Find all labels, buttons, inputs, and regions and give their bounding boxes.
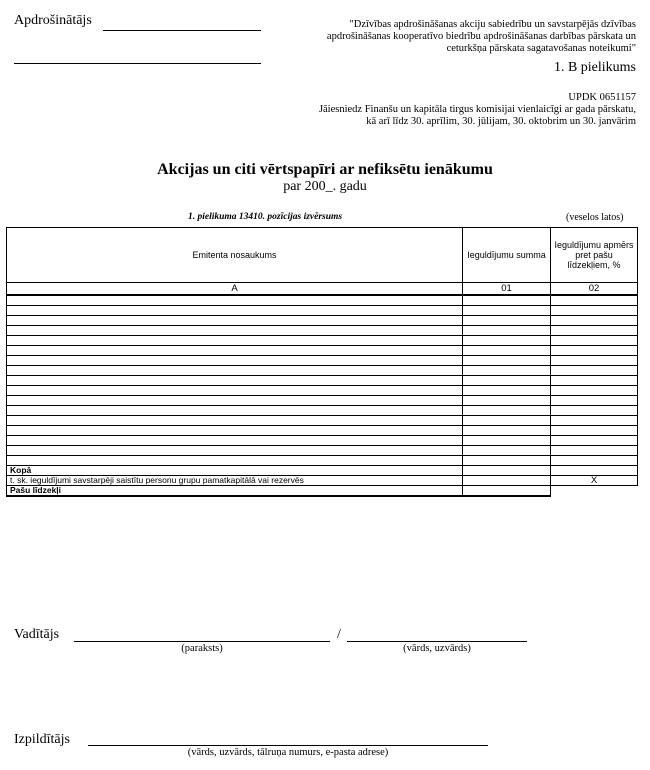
issuer-name-cell[interactable] xyxy=(7,295,463,306)
header-investment-sum: Ieguldījumu summa xyxy=(463,228,551,283)
table-row xyxy=(7,356,638,366)
header-issuer-name: Emitenta nosaukums xyxy=(7,228,463,283)
issuer-name-cell[interactable] xyxy=(7,456,463,466)
issuer-name-cell[interactable] xyxy=(7,326,463,336)
investment-ratio-cell[interactable] xyxy=(551,356,638,366)
issuer-name-cell[interactable] xyxy=(7,366,463,376)
issuer-name-cell[interactable] xyxy=(7,386,463,396)
total-ratio-cell[interactable] xyxy=(551,466,638,476)
issuer-name-cell[interactable] xyxy=(7,406,463,416)
executor-caption: (vārds, uzvārds, tālruņa numurs, e-pasta adrese) xyxy=(187,747,389,758)
manager-signature-line[interactable] xyxy=(74,641,330,642)
own-funds-blank xyxy=(551,486,638,497)
investment-ratio-cell[interactable] xyxy=(551,336,638,346)
table-row xyxy=(7,386,638,396)
related-mark: X xyxy=(551,476,638,486)
investment-sum-cell[interactable] xyxy=(463,386,551,396)
investment-sum-cell[interactable] xyxy=(463,295,551,306)
issuer-name-cell[interactable] xyxy=(7,306,463,316)
code-01: 01 xyxy=(463,283,551,296)
table-row xyxy=(7,366,638,376)
total-sum-cell[interactable] xyxy=(463,466,551,476)
investment-ratio-cell[interactable] xyxy=(551,346,638,356)
investment-sum-cell[interactable] xyxy=(463,306,551,316)
own-funds-row xyxy=(7,486,638,497)
issuer-name-cell[interactable] xyxy=(7,436,463,446)
total-label: Kopā xyxy=(7,466,463,476)
manager-label: Vadītājs xyxy=(14,627,60,642)
related-label: t. sk. ieguldījumi savstarpēji saistītu personu grupu pamatkapitālā vai rezervēs xyxy=(7,476,463,486)
investment-sum-cell[interactable] xyxy=(463,446,551,456)
investment-sum-cell[interactable] xyxy=(463,436,551,446)
investment-ratio-cell[interactable] xyxy=(551,396,638,406)
investment-ratio-cell[interactable] xyxy=(551,446,638,456)
issuer-name-cell[interactable] xyxy=(7,426,463,436)
investment-sum-cell[interactable] xyxy=(463,326,551,336)
table-subtitle: 1. pielikuma 13410. pozīcijas izvērsums xyxy=(188,212,343,222)
investment-sum-cell[interactable] xyxy=(463,366,551,376)
issuer-name-cell[interactable] xyxy=(7,416,463,426)
page-title: Akcijas un citi vērtspapīri ar nefiksētu ienākumu xyxy=(157,161,493,178)
issuer-name-cell[interactable] xyxy=(7,356,463,366)
related-sum-cell[interactable] xyxy=(463,476,551,486)
table-row xyxy=(7,295,638,306)
investment-sum-cell[interactable] xyxy=(463,336,551,346)
total-row xyxy=(7,466,638,476)
investment-ratio-cell[interactable] xyxy=(551,416,638,426)
table-row xyxy=(7,376,638,386)
appendix-label: 1. B pielikums xyxy=(553,60,636,75)
own-funds-sum-cell[interactable] xyxy=(463,486,551,497)
investment-ratio-cell[interactable] xyxy=(551,386,638,396)
signature-caption: (paraksts) xyxy=(181,643,223,654)
issuer-name-cell[interactable] xyxy=(7,316,463,326)
table-row xyxy=(7,436,638,446)
table-row xyxy=(7,426,638,436)
investment-sum-cell[interactable] xyxy=(463,406,551,416)
code-02: 02 xyxy=(551,283,638,296)
manager-name-line[interactable] xyxy=(347,641,527,642)
insurer-name-line xyxy=(103,30,261,31)
investment-ratio-cell[interactable] xyxy=(551,295,638,306)
insurer-name-line-2 xyxy=(14,63,261,64)
investment-ratio-cell[interactable] xyxy=(551,436,638,446)
investment-ratio-cell[interactable] xyxy=(551,366,638,376)
table-units: (veselos latos) xyxy=(566,212,624,223)
issuer-name-cell[interactable] xyxy=(7,346,463,356)
submission-line-1: Jāiesniedz Finanšu un kapitāla tirgus komisijai vienlaicīgi ar gada pārskatu, xyxy=(318,104,636,115)
header-investment-ratio: Ieguldījumu apmērs pret pašu līdzekļiem, % xyxy=(551,228,638,283)
own-funds-label: Pašu līdzekļi xyxy=(7,486,463,497)
investment-sum-cell[interactable] xyxy=(463,356,551,366)
investment-sum-cell[interactable] xyxy=(463,376,551,386)
investment-sum-cell[interactable] xyxy=(463,426,551,436)
securities-table xyxy=(6,227,638,497)
table-row xyxy=(7,336,638,346)
investment-ratio-cell[interactable] xyxy=(551,316,638,326)
issuer-name-cell[interactable] xyxy=(7,376,463,386)
investment-sum-cell[interactable] xyxy=(463,346,551,356)
investment-ratio-cell[interactable] xyxy=(551,306,638,316)
submission-line-2: kā arī līdz 30. aprīlim, 30. jūlijam, 30. oktobrim un 30. janvārim xyxy=(366,116,636,127)
updk-code: UPDK 0651157 xyxy=(568,92,636,103)
investment-ratio-cell[interactable] xyxy=(551,426,638,436)
table-row xyxy=(7,456,638,466)
investment-sum-cell[interactable] xyxy=(463,316,551,326)
investment-ratio-cell[interactable] xyxy=(551,456,638,466)
investment-ratio-cell[interactable] xyxy=(551,376,638,386)
investment-sum-cell[interactable] xyxy=(463,456,551,466)
executor-line[interactable] xyxy=(88,745,488,746)
investment-ratio-cell[interactable] xyxy=(551,406,638,416)
table-row xyxy=(7,446,638,456)
investment-sum-cell[interactable] xyxy=(463,416,551,426)
slash: / xyxy=(337,627,341,642)
issuer-name-cell[interactable] xyxy=(7,446,463,456)
table-row xyxy=(7,406,638,416)
investment-ratio-cell[interactable] xyxy=(551,326,638,336)
table-row xyxy=(7,346,638,356)
name-caption: (vārds, uzvārds) xyxy=(403,643,471,654)
regulation-title: "Dzīvības apdrošināšanas akciju sabiedrību un savstarpējās dzīvības apdrošināšanas kooperatīvo biedrību apdrošināšanas darbības pārskata un ceturkšņa pārskata sagatavošanas noteikumi" xyxy=(326,19,636,54)
investment-sum-cell[interactable] xyxy=(463,396,551,406)
insurer-label: Apdrošinātājs xyxy=(14,13,92,28)
related-row xyxy=(7,476,638,486)
table-row xyxy=(7,326,638,336)
table-row xyxy=(7,396,638,406)
issuer-name-cell[interactable] xyxy=(7,336,463,346)
table-row xyxy=(7,306,638,316)
table-row xyxy=(7,416,638,426)
code-a: A xyxy=(7,283,463,296)
executor-label: Izpildītājs xyxy=(14,732,70,747)
table-row xyxy=(7,316,638,326)
issuer-name-cell[interactable] xyxy=(7,396,463,406)
period-label: par 200_. gadu xyxy=(283,179,367,194)
